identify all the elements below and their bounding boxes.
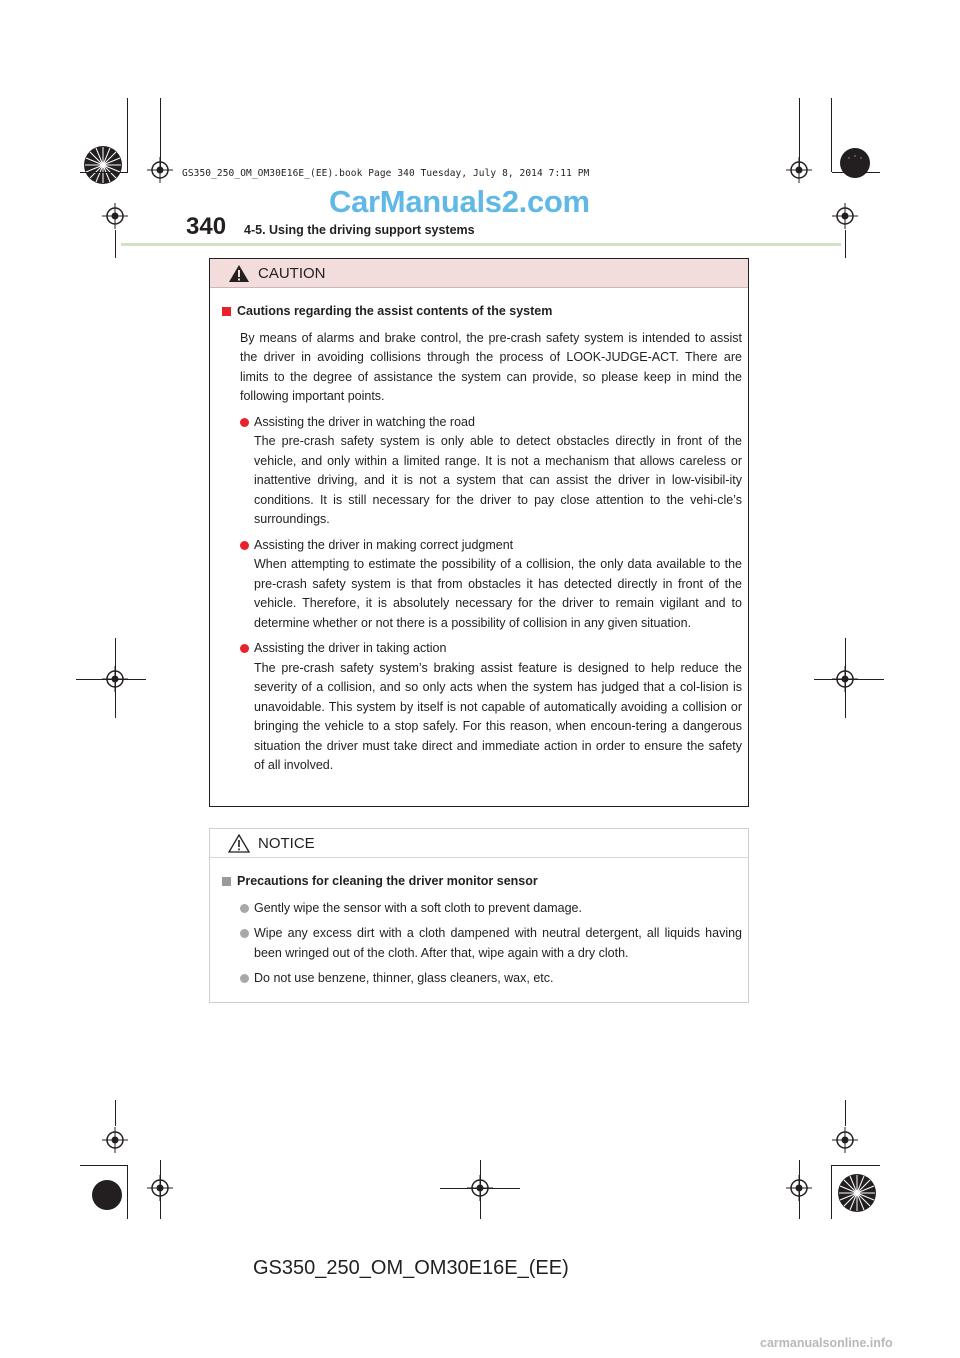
round-bullet-icon	[240, 541, 249, 550]
header-rule	[121, 243, 841, 246]
crop-line	[440, 1188, 520, 1189]
crop-line	[832, 1165, 880, 1166]
crop-line	[115, 1100, 116, 1126]
notice-item-text: Do not use benzene, thinner, glass cleaners, wax, etc.	[254, 971, 554, 985]
caution-heading	[222, 302, 742, 322]
round-bullet-icon	[240, 974, 249, 983]
round-bullet-icon	[240, 418, 249, 427]
notice-item-text: Gently wipe the sensor with a soft cloth to prevent damage.	[254, 900, 582, 915]
section-title: 4-5. Using the driving support systems	[244, 223, 475, 237]
notice-header	[210, 829, 748, 858]
crosshair-mark-icon	[832, 1127, 858, 1153]
crop-line	[160, 98, 161, 172]
notice-box	[209, 828, 749, 1003]
round-bullet-icon	[240, 904, 249, 913]
crop-line	[80, 172, 128, 173]
notice-item	[240, 899, 742, 919]
caution-item-text: The pre-crash safety system’s braking assist feature is designed to help reduce the severity of a collision, and so only acts when the system has judged that a col-lision is unavoidable. This system by itself is not capable of automatically avoiding a collision or bringing the vehicle to a stop safely. For this reason, when encoun-tering a dangerous situation the driver must take direct and immediate action in order to ensure the safety of all involved.	[254, 660, 742, 772]
starburst-mark-icon	[82, 144, 124, 186]
round-bullet-icon	[240, 929, 249, 938]
round-bullet-icon	[240, 644, 249, 653]
caution-item-text: When attempting to estimate the possibility of a collision, the only data available to the pre-crash safety system is that from obstacles it has detected directly in front of the vehicle. Therefore, it is absolutely necessary for the driver to remain vigilant and to determine whether or not there is a possibility of collision in any given situation.	[254, 557, 742, 630]
crop-line	[832, 172, 880, 173]
crop-line	[127, 1165, 128, 1219]
caution-item	[240, 536, 742, 634]
solid-mark-icon	[90, 1178, 124, 1212]
crop-line	[845, 638, 846, 718]
crop-line	[814, 679, 884, 680]
crop-line	[845, 230, 846, 258]
crop-line	[831, 1165, 832, 1219]
caution-item-title: Assisting the driver in making correct judgment	[254, 537, 514, 552]
crop-line	[115, 638, 116, 718]
crop-line	[799, 1160, 800, 1219]
notice-heading	[222, 872, 742, 892]
crosshair-mark-icon	[102, 203, 128, 229]
crop-line	[845, 1100, 846, 1126]
print-info-line: GS350_250_OM_OM30E16E_(EE).book Page 340 Tuesday, July 8, 2014 7:11 PM	[182, 168, 590, 179]
square-bullet-icon	[222, 877, 231, 886]
starburst-mark-icon	[836, 1172, 878, 1214]
watermark-footer: carmanualsonline.info	[760, 1336, 893, 1350]
notice-triangle-icon	[228, 834, 250, 853]
caution-body	[210, 288, 748, 776]
caution-item-title: Assisting the driver in watching the road	[254, 414, 475, 429]
caution-item	[240, 639, 742, 776]
notice-item-text: Wipe any excess dirt with a cloth dampened with neutral detergent, all liquids having been wringed out of the cloth. After that, wipe again with a dry cloth.	[254, 926, 742, 960]
crop-line	[80, 1165, 128, 1166]
document-code: GS350_250_OM_OM30E16E_(EE)	[253, 1257, 569, 1279]
crop-line	[115, 230, 116, 258]
crosshair-mark-icon	[832, 203, 858, 229]
square-bullet-icon	[222, 307, 231, 316]
solid-mark-icon	[838, 146, 872, 180]
watermark-logo: CarManuals2.com	[329, 184, 590, 219]
caution-item	[240, 413, 742, 530]
caution-item-text: The pre-crash safety system is only able to detect obstacles directly in front of the vehicle, and only within a limited range. It is not a mechanism that allows careless or inattentive driving, and it is not a system that can assist the driver in low-visibil-ity conditions. It is still necessary for the driver to pay close attention to the vehi-cle’s surroundings.	[254, 434, 742, 526]
crop-line	[831, 98, 832, 172]
caution-heading-text: Cautions regarding the assist contents of the system	[237, 304, 553, 318]
crop-line	[127, 98, 128, 172]
notice-body	[210, 858, 748, 989]
crop-line	[480, 1160, 481, 1219]
notice-item	[240, 969, 742, 989]
crop-line	[160, 1160, 161, 1219]
warning-triangle-icon	[228, 264, 250, 283]
notice-item	[240, 924, 742, 963]
crop-line	[799, 98, 800, 172]
crop-line	[76, 679, 146, 680]
notice-label: NOTICE	[258, 834, 315, 852]
caution-box	[209, 258, 749, 807]
caution-label: CAUTION	[258, 264, 326, 282]
caution-item-title: Assisting the driver in taking action	[254, 641, 447, 655]
caution-header	[210, 259, 748, 288]
caution-intro: By means of alarms and brake control, the pre-crash safety system is intended to assist the driver in avoiding collisions through the process of LOOK-JUDGE-ACT. There are limits to the degree of assistance the system can provide, so please keep in mind the following important points.	[240, 330, 742, 403]
crosshair-mark-icon	[102, 1127, 128, 1153]
page-number: 340	[186, 213, 227, 240]
notice-heading-text: Precautions for cleaning the driver monitor sensor	[237, 874, 538, 888]
